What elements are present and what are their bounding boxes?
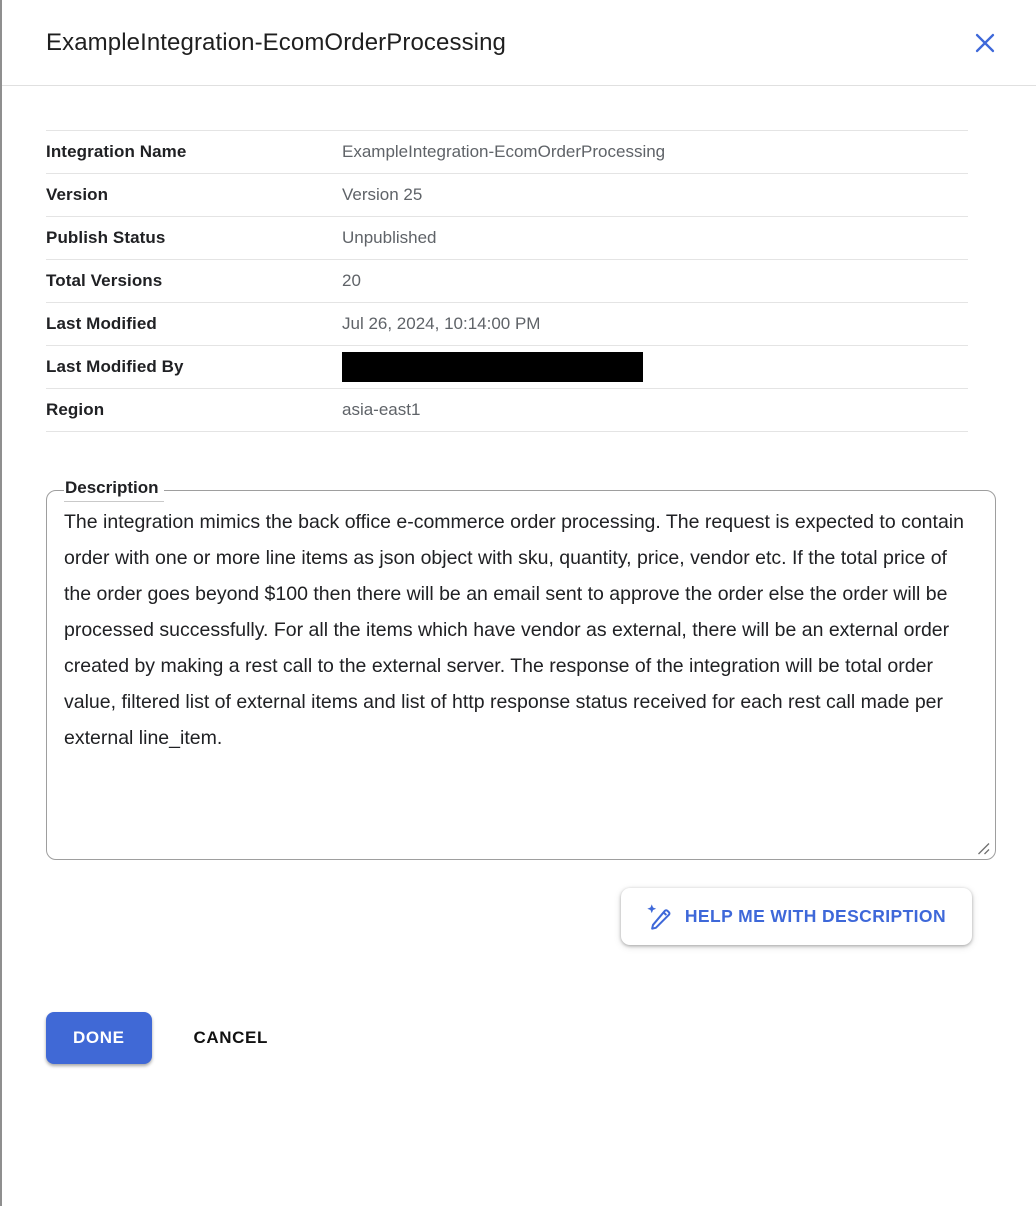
row-value: asia-east1 [342, 400, 421, 419]
description-label: Description [64, 478, 164, 502]
row-value: Jul 26, 2024, 10:14:00 PM [342, 314, 541, 333]
row-label: Integration Name [46, 142, 187, 161]
resize-grip-icon[interactable] [975, 840, 991, 856]
row-value: ExampleIntegration-EcomOrderProcessing [342, 142, 666, 161]
help-me-with-description-button[interactable] [621, 888, 972, 945]
help-row [2, 888, 972, 945]
table-row [46, 303, 968, 346]
row-label: Publish Status [46, 228, 166, 247]
done-button[interactable]: DONE [46, 1012, 152, 1064]
cancel-button[interactable]: CANCEL [193, 1028, 268, 1047]
row-label: Last Modified By [46, 357, 184, 376]
row-label: Last Modified [46, 314, 157, 333]
footer-actions [46, 1012, 1036, 1064]
table-row [46, 346, 968, 389]
redacted-value [342, 352, 643, 382]
table-row [46, 174, 968, 217]
row-value: 20 [342, 271, 361, 290]
table-row [46, 131, 968, 174]
pen-spark-icon [645, 903, 672, 930]
close-button[interactable] [968, 26, 1002, 60]
details-table [46, 130, 968, 432]
row-value: Unpublished [342, 228, 437, 247]
table-row [46, 217, 968, 260]
row-label: Total Versions [46, 271, 163, 290]
dialog-header [2, 0, 1036, 86]
dialog-title: ExampleIntegration-EcomOrderProcessing [46, 28, 506, 56]
row-value [342, 352, 643, 382]
close-x-icon [971, 29, 999, 57]
table-row [46, 389, 968, 432]
description-input[interactable] [64, 504, 977, 834]
table-row [46, 260, 968, 303]
description-field [46, 478, 996, 860]
row-label: Region [46, 400, 105, 419]
row-value: Version 25 [342, 185, 423, 204]
help-button-label: HELP ME WITH DESCRIPTION [684, 906, 946, 926]
row-label: Version [46, 185, 109, 204]
